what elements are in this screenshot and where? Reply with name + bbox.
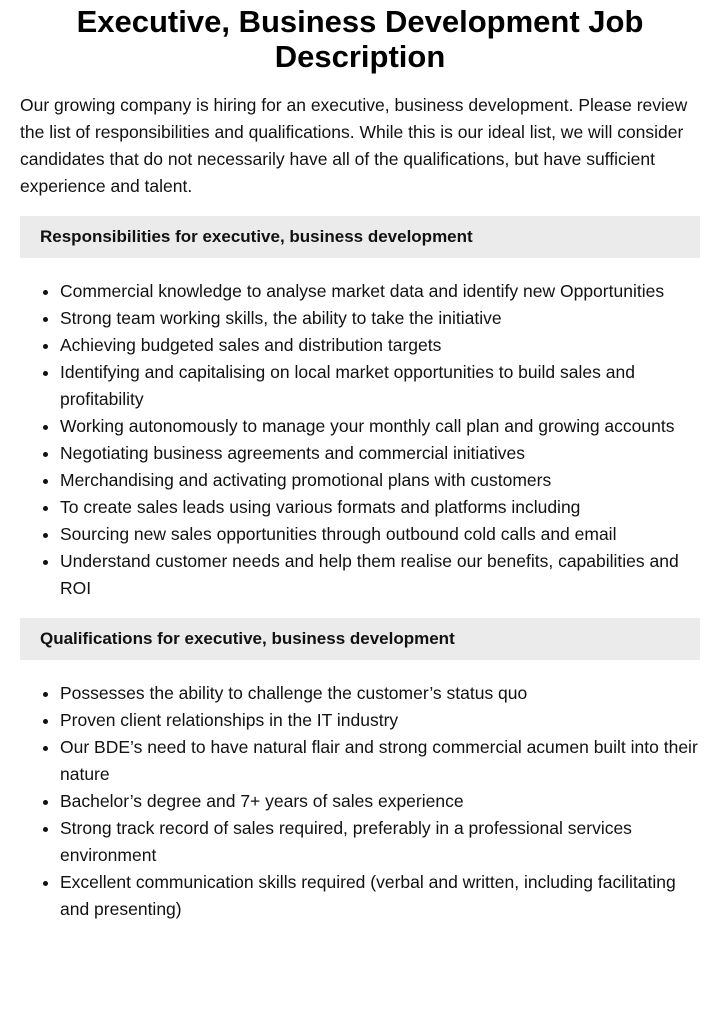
list-item: • Our BDE’s need to have natural flair and strong commercial acumen built into their nature	[60, 734, 700, 788]
responsibilities-heading: Responsibilities for executive, business development	[20, 216, 700, 258]
list-item: • To create sales leads using various formats and platforms including	[60, 494, 700, 521]
list-item: • Possesses the ability to challenge the customer’s status quo	[60, 680, 700, 707]
list-item: • Achieving budgeted sales and distribution targets	[60, 332, 700, 359]
intro-paragraph: Our growing company is hiring for an executive, business development. Please review the list of responsibilities and qualifications. While this is our ideal list, we will consider candidates that do not necessarily have all of the qualifications, but have sufficient experience and talent.	[20, 95, 688, 196]
list-item: • Strong track record of sales required, preferably in a professional services environment	[60, 815, 700, 869]
list-item: • Commercial knowledge to analyse market data and identify new Opportunities	[60, 278, 700, 305]
list-item: • Understand customer needs and help them realise our benefits, capabilities and ROI	[60, 548, 700, 602]
list-item: • Proven client relationships in the IT industry	[60, 707, 700, 734]
responsibilities-list	[20, 278, 700, 602]
page-title: Executive, Business Development Job Description	[76, 4, 644, 74]
qualifications-list	[20, 680, 700, 923]
list-item: • Strong team working skills, the ability to take the initiative	[60, 305, 700, 332]
list-item: • Bachelor’s degree and 7+ years of sales experience	[60, 788, 700, 815]
list-item: • Excellent communication skills required (verbal and written, including facilitating and presenting)	[60, 869, 700, 923]
list-item: • Merchandising and activating promotional plans with customers	[60, 467, 700, 494]
list-item: • Identifying and capitalising on local market opportunities to build sales and profitability	[60, 359, 700, 413]
list-item: • Working autonomously to manage your monthly call plan and growing accounts	[60, 413, 700, 440]
list-item: • Sourcing new sales opportunities through outbound cold calls and email	[60, 521, 700, 548]
list-item: • Negotiating business agreements and commercial initiatives	[60, 440, 700, 467]
qualifications-heading: Qualifications for executive, business development	[20, 618, 700, 660]
job-description	[0, 4, 720, 923]
